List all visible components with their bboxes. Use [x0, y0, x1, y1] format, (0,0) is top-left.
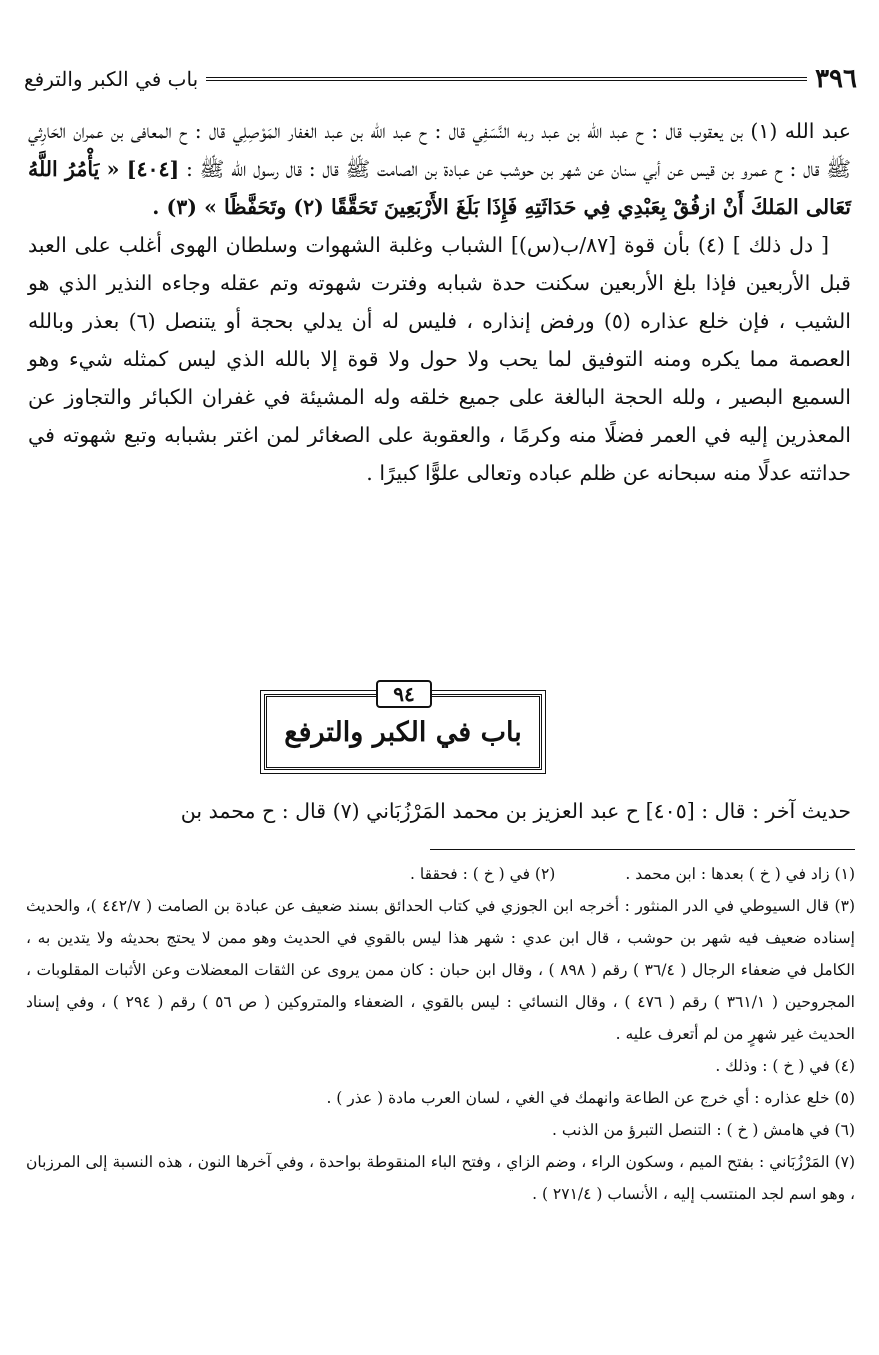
isnad-text: عبد الله (١) بن يعقوب قال : ح عبد الله بن عبد ربه النَّسَفِي قال : ح عبد الله بن عبد الغفار المَوْصِلِي قال : ح المعافى بن عمران الحَارِثي ﷺ قال : ح عمرو بن قيس عن أبي سنان عن شهر بن حوشب عن عبادة بن الصامت ﷺ قال : قال رسول الله ﷺ :	[28, 119, 851, 181]
main-text	[28, 112, 851, 492]
page-number: ٣٩٦	[815, 64, 857, 94]
footnote-5: (٥) خلع عذاره : أي خرج عن الطاعة وانهمك في الغي ، لسان العرب مادة ( عذر ) .	[326, 1089, 855, 1107]
footnote-2: (٢) في ( خ ) : فحققا .	[410, 865, 556, 883]
footnote-7: (٧) المَرْزُبَاني : بفتح الميم ، وسكون الراء ، وضم الزاي ، وفتح الباء المنقوطة بواحدة ، وفي آخرها النون ، هذه النسبة إلى المرزبان ، وهو اسم لجد المنتسب إليه ، الأنساب ( ٢٧١/٤ ) .	[26, 1153, 855, 1203]
commentary-paragraph: [ دل ذلك ] (٤) بأن قوة [٨٧/ب(س)] الشباب وغلبة الشهوات وسلطان الهوى أغلب على العبد قبل الأربعين فإذا بلغ الأربعين سكنت حدة شبابه وفترت شهوته وتم عقله وجاءه النذير الذي هو الشيب ، فإن خلع عذاره (٥) ورفض إنذاره ، فليس له أن يدلي بحجة أو يتنصل (٦) بعذر وبالله العصمة مما يكره ومنه التوفيق لما يحب ولا حول ولا قوة إلا بالله الذي ليس كمثله شيء وهو السميع البصير ، ولله الحجة البالغة على جميع خلقه وله المشيئة في غفران الكبائر والتجاوز عن المعذرين إليه في العمر فضلًا منه وكرمًا ، والعقوبة على الصغائر لمن اغتر بشبابه وتبع شهوته في حداثته عدلًا منه سبحانه عن ظلم عباده وتعالى علوًّا كبيرًا .	[28, 233, 851, 485]
footnotes	[26, 858, 855, 1210]
footnote-3: (٣) قال السيوطي في الدر المنثور : أخرجه ابن الجوزي في كتاب الحدائق بسند ضعيف عن عبادة بن الصامت ( ٤٤٢/٧ )، والحديث إسناده ضعيف فيه شهر بن حوشب ، قال ابن عدي : شهر هذا ليس بالقوي في الحديث وهو ممن لا يحتج بحديثه ولا يتدين به ، الكامل في ضعفاء الرجال ( ٣٦/٤ ) رقم ( ٨٩٨ ) ، وقال ابن حبان : كان ممن يروى عن الثقات المعضلات وعن الأثبات المقلوبات ، المجروحين ( ٣٦١/١ ) رقم ( ٤٧٦ ) ، وقال النسائي : ليس بالقوي ، الضعفاء والمتروكين ( ص ٥٦ ) رقم ( ٢٩٤ ) ، وفي إسناد الحديث غير شهرٍ من لم أتعرف عليه .	[26, 897, 855, 1043]
footnote-1: (١) زاد في ( خ ) بعدها : ابن محمد .	[625, 865, 855, 883]
chapter-number: ٩٤	[376, 680, 432, 708]
chapter-title: باب في الكبر والترفع	[284, 716, 522, 748]
hadith-text: [٤٠٤] « يَأْمُرُ اللَّهُ تَعَالى المَلكَ أَنْ ازفُقْ بِعَبْدِي فِي حَدَاثَتِهِ فَإِذَا بَلَغَ الأَرْبَعِينَ تَحَقَّقًا (٢) وتَحَفَّظًا » (٣) .	[28, 157, 851, 219]
footnote-separator	[430, 849, 855, 850]
isnad-paragraph	[28, 112, 851, 226]
chapter-heading-box	[264, 680, 542, 770]
header-rule	[206, 77, 807, 81]
page-header	[24, 62, 857, 96]
chapter-first-line: حديث آخر : قال : [٤٠٥] ح عبد العزيز بن محمد المَرْزُبَاني (٧) قال : ح محمد بن	[180, 799, 851, 823]
footnote-4: (٤) في ( خ ) : وذلك .	[715, 1057, 855, 1075]
footnote-6: (٦) في هامش ( خ ) : التنصل التبرؤ من الذنب .	[552, 1121, 855, 1139]
running-title: باب في الكبر والترفع	[24, 67, 199, 91]
footnote-row	[26, 858, 855, 890]
